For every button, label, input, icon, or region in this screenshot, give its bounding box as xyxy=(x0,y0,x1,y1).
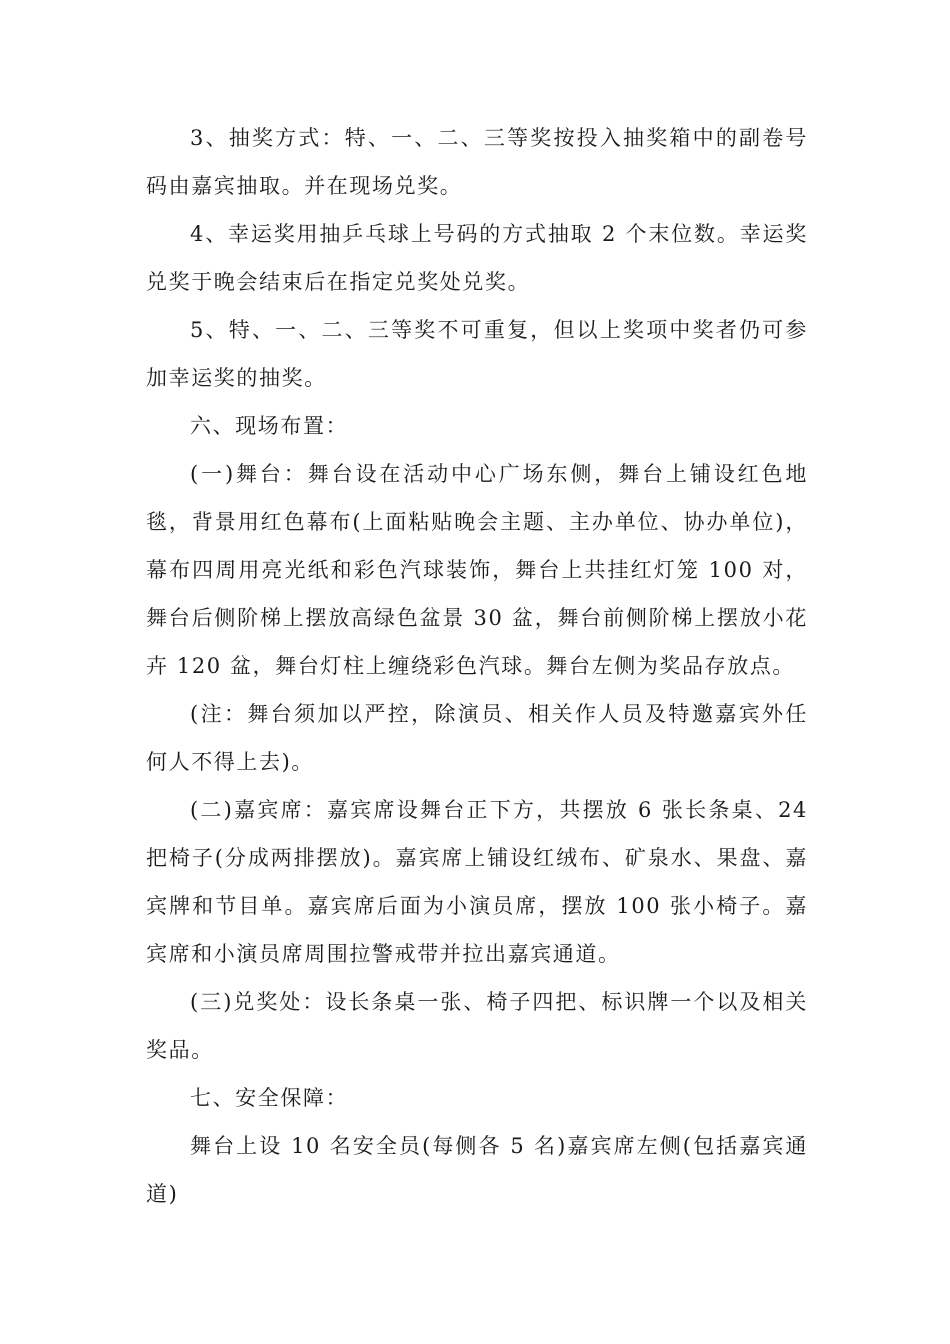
paragraph-stage-note: (注：舞台须加以严控，除演员、相关作人员及特邀嘉宾外任何人不得上去)。 xyxy=(146,702,808,774)
section-heading-safety: 七、安全保障： xyxy=(190,1086,349,1110)
paragraph-lottery-method: 3、抽奖方式：特、一、二、三等奖按投入抽奖箱中的副卷号码由嘉宾抽取。并在现场兑奖。 xyxy=(146,126,808,198)
paragraph-prize-desk: (三)兑奖处：设长条桌一张、椅子四把、标识牌一个以及相关奖品。 xyxy=(146,990,808,1062)
paragraph-stage: (一)舞台：舞台设在活动中心广场东侧，舞台上铺设红色地毯，背景用红色幕布(上面粘贴晚会主题、主办单位、协办单位)，幕布四周用亮光纸和彩色汽球装饰，舞台上共挂红灯笼 100 对，舞台后侧阶梯上摆放高绿色盆景 30 盆，舞台前侧阶梯上摆放小花卉 120 盆，舞台灯柱上缠绕彩色汽球。舞台左侧为奖品存放点。 xyxy=(146,462,808,678)
paragraph-no-repeat: 5、特、一、二、三等奖不可重复，但以上奖项中奖者仍可参加幸运奖的抽奖。 xyxy=(146,318,808,390)
section-heading-venue-setup: 六、现场布置： xyxy=(190,414,349,438)
paragraph-guest-seating: (二)嘉宾席：嘉宾席设舞台正下方，共摆放 6 张长条桌、24 把椅子(分成两排摆放)。嘉宾席上铺设红绒布、矿泉水、果盘、嘉宾牌和节目单。嘉宾席后面为小演员席，摆放 100 张小椅子。嘉宾席和小演员席周围拉警戒带并拉出嘉宾通道。 xyxy=(146,798,808,966)
paragraph-lucky-prize: 4、幸运奖用抽乒乓球上号码的方式抽取 2 个末位数。幸运奖兑奖于晚会结束后在指定兑奖处兑奖。 xyxy=(146,222,808,294)
document-body xyxy=(146,114,808,1218)
paragraph-safety-staff: 舞台上设 10 名安全员(每侧各 5 名)嘉宾席左侧(包括嘉宾通道) xyxy=(146,1134,808,1206)
